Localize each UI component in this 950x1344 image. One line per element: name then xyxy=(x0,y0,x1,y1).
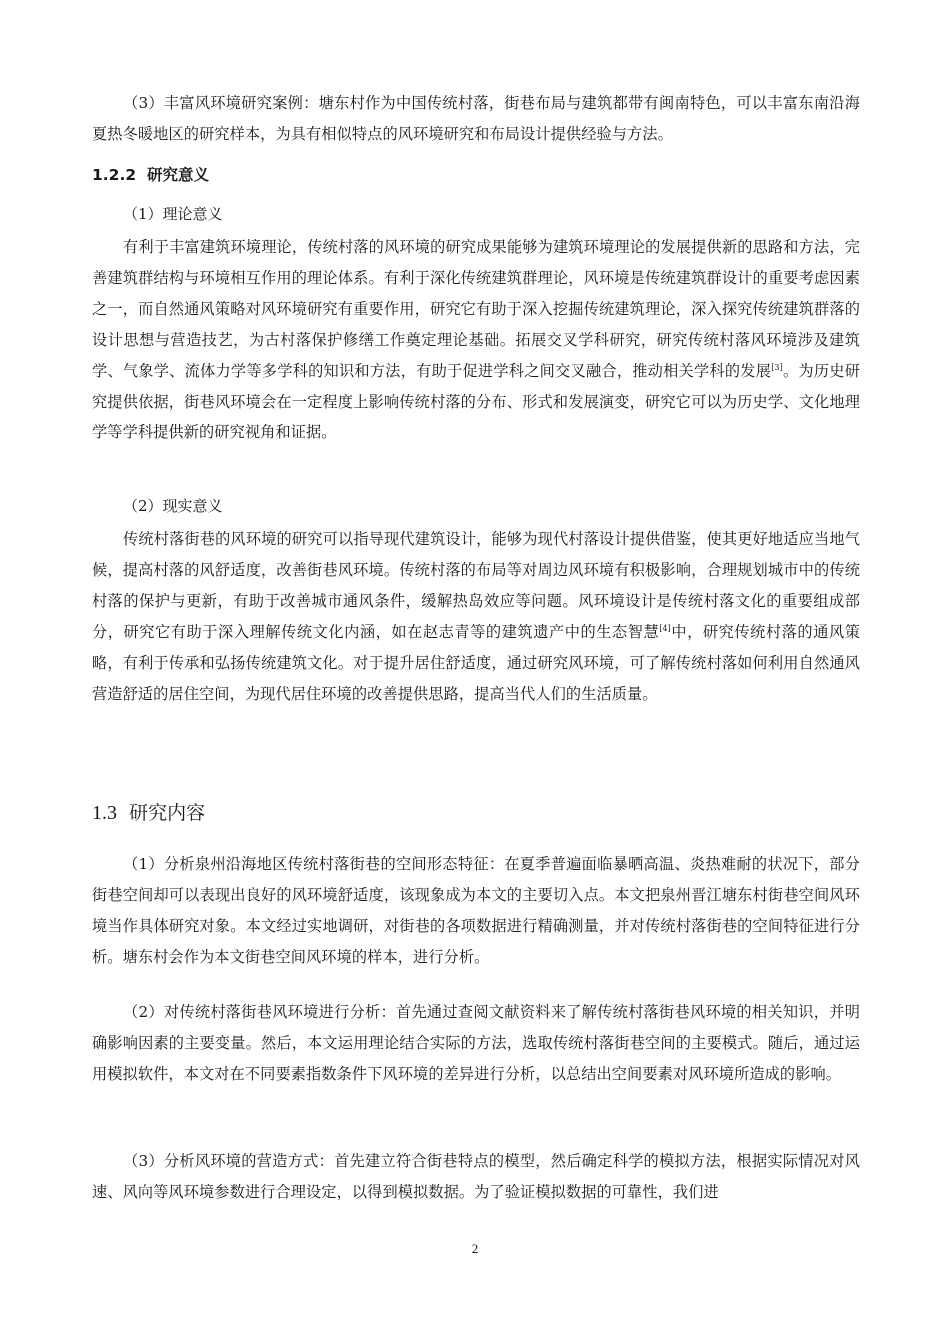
section-title: 研究意义 xyxy=(146,166,209,184)
theory-label-block xyxy=(92,200,860,228)
content-item-3: （3）分析风环境的营造方式：首先建立符合街巷特点的模型，然后确定科学的模拟方法，根据实际情况对风速、风向等风环境参数进行合理设定，以得到模拟数据。为了验证模拟数据的可靠性，我们进 xyxy=(92,1152,860,1201)
theory-paragraph-block xyxy=(92,232,860,448)
theory-text-part-1: 有利于丰富建筑环境理论，传统村落的风环境的研究成果能够为建筑环境理论的发展提供新的思路和方法，完善建筑群结构与环境相互作用的理论体系。有利于深化传统建筑群理论，风环境是传统建筑群设计的重要考虑因素之一，而自然通风策略对风环境研究有重要作用，研究它有助于深入挖掘传统建筑理论，深入探究传统建筑群落的设计思想与营造技艺，为古村落保护修缮工作奠定理论基础。拓展交叉学科研究，研究传统村落风环境涉及建筑学、气象学、流体力学等多学科的知识和方法，有助于促进学科之间交叉融合，推动相关学科的发展 xyxy=(92,238,860,380)
practice-label-block xyxy=(92,492,860,520)
page-number: 2 xyxy=(471,1241,479,1256)
content-item-1-block xyxy=(92,849,860,973)
practical-significance-label: （2）现实意义 xyxy=(123,497,223,515)
content-item-2-block xyxy=(92,997,860,1090)
practice-text-part-1: 传统村落街巷的风环境的研究可以指导现代建筑设计，能够为现代村落设计提供借鉴，使其更好地适应当地气候，提高村落的风舒适度，改善街巷风环境。传统村落的布局等对周边风环境有积极影响，合理规划城市中的传统村落的保护与更新，有助于改善城市通风条件，缓解热岛效应等问题。风环境设计是传统村落文化的重要组成部分，研究它有助于深入理解传统文化内涵，如在赵志青等的建筑遗产中的生态智慧 xyxy=(92,530,860,641)
intro-paragraph-block xyxy=(92,88,860,150)
section-1-2-2-heading xyxy=(92,163,860,187)
theory-text-part-2: 。为历史研究提供依据，街巷风环境会在一定程度上影响传统村落的分布、形式和发展演变，研究它可以为历史学、文化地理学等学科提供新的研究视角和证据。 xyxy=(92,361,861,442)
content-item-2: （2）对传统村落街巷风环境进行分析：首先通过查阅文献资料来了解传统村落街巷风环境的相关知识，并明确影响因素的主要变量。然后，本文运用理论结合实际的方法，选取传统村落街巷空间的主要模式。随后，通过运用模拟软件，本文对在不同要素指数条件下风环境的差异进行分析，以总结出空间要素对风环境所造成的影响。 xyxy=(92,1003,860,1083)
theory-significance-label: （1）理论意义 xyxy=(123,205,223,223)
practice-paragraph-block xyxy=(92,524,860,709)
section-title: 研究内容 xyxy=(129,802,206,824)
practice-paragraph xyxy=(92,524,860,709)
section-number: 1.2.2 xyxy=(92,166,137,184)
practice-text-part-2: 中，研究传统村落的通风策略，有利于传承和弘扬传统建筑文化。对于提升居住舒适度，通过研究风环境，可了解传统村落如何利用自然通风营造舒适的居住空间，为现代居住环境的改善提供思路，提高当代人们的生活质量。 xyxy=(92,622,860,703)
citation-4: [4] xyxy=(659,623,671,633)
section-1-3-heading xyxy=(92,798,860,828)
citation-3: [3] xyxy=(771,362,783,372)
intro-paragraph: （3）丰富风环境研究案例：塘东村作为中国传统村落，街巷布局与建筑都带有闽南特色，可以丰富东南沿海夏热冬暖地区的研究样本，为具有相似特点的风环境研究和布局设计提供经验与方法。 xyxy=(92,94,860,143)
section-number: 1.3 xyxy=(92,802,117,824)
content-item-3-block xyxy=(92,1146,860,1208)
content-item-1: （1）分析泉州沿海地区传统村落街巷的空间形态特征：在夏季普遍面临暴晒高温、炎热难耐的状况下，部分街巷空间却可以表现出良好的风环境舒适度，该现象成为本文的主要切入点。本文把泉州晋江塘东村街巷空间风环境当作具体研究对象。本文经过实地调研，对街巷的各项数据进行精确测量，并对传统村落街巷的空间特征进行分析。塘东村会作为本文街巷空间风环境的样本，进行分析。 xyxy=(92,855,860,966)
theory-paragraph xyxy=(92,232,860,448)
